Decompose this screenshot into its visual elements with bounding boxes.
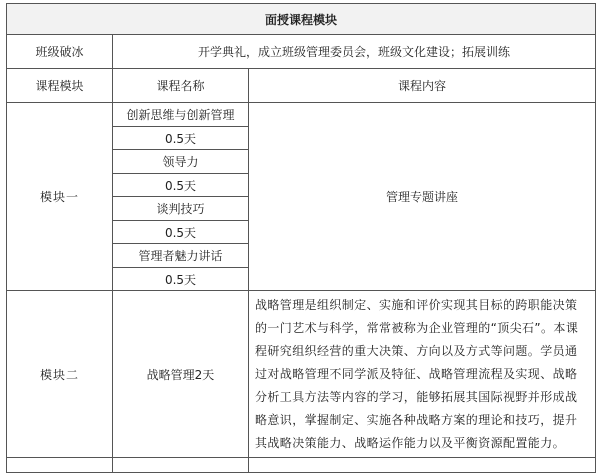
empty-cell (7, 458, 113, 473)
module1-label: 模块一 (7, 103, 113, 291)
course-duration: 0.5天 (113, 174, 249, 197)
module2-course-name: 战略管理2天 (113, 291, 249, 458)
course-duration: 0.5天 (113, 127, 249, 150)
course-duration: 0.5天 (113, 268, 249, 291)
course-name: 管理者魅力讲话 (113, 244, 249, 268)
course-name: 谈判技巧 (113, 197, 249, 221)
table-title: 面授课程模块 (7, 4, 596, 35)
course-name: 创新思维与创新管理 (113, 103, 249, 127)
icebreak-content: 开学典礼，成立班级管理委员会，班级文化建设；拓展训练 (113, 35, 596, 69)
module1-content: 管理专题讲座 (249, 103, 596, 291)
icebreak-row (7, 35, 596, 69)
module1-row-1 (7, 103, 596, 127)
title-row (7, 4, 596, 35)
icebreak-label: 班级破冰 (7, 35, 113, 69)
module2-content: 战略管理是组织制定、实施和评价实现其目标的跨职能决策的一门艺术与科学，常常被称为企业管理的“顶尖石”。本课程研究组织经营的重大决策、方向以及方式等问题。学员通过对战略管理不同学派及特征、战略管理流程及实现、战略分析工具方法等内容的学习，能够拓展其国际视野并形成战略意识，掌握制定、实施各种战略方案的理论和技巧，提升其战略决策能力、战略运作能力以及平衡资源配置能力。 (249, 291, 596, 458)
header-name: 课程名称 (113, 69, 249, 103)
header-content: 课程内容 (249, 69, 596, 103)
module2-label: 模块二 (7, 291, 113, 458)
header-row (7, 69, 596, 103)
course-table (6, 3, 596, 473)
module2-row (7, 291, 596, 458)
empty-cell (249, 458, 596, 473)
header-module: 课程模块 (7, 69, 113, 103)
empty-cell (113, 458, 249, 473)
course-name: 领导力 (113, 150, 249, 174)
course-duration: 0.5天 (113, 221, 249, 244)
trailing-row (7, 458, 596, 473)
